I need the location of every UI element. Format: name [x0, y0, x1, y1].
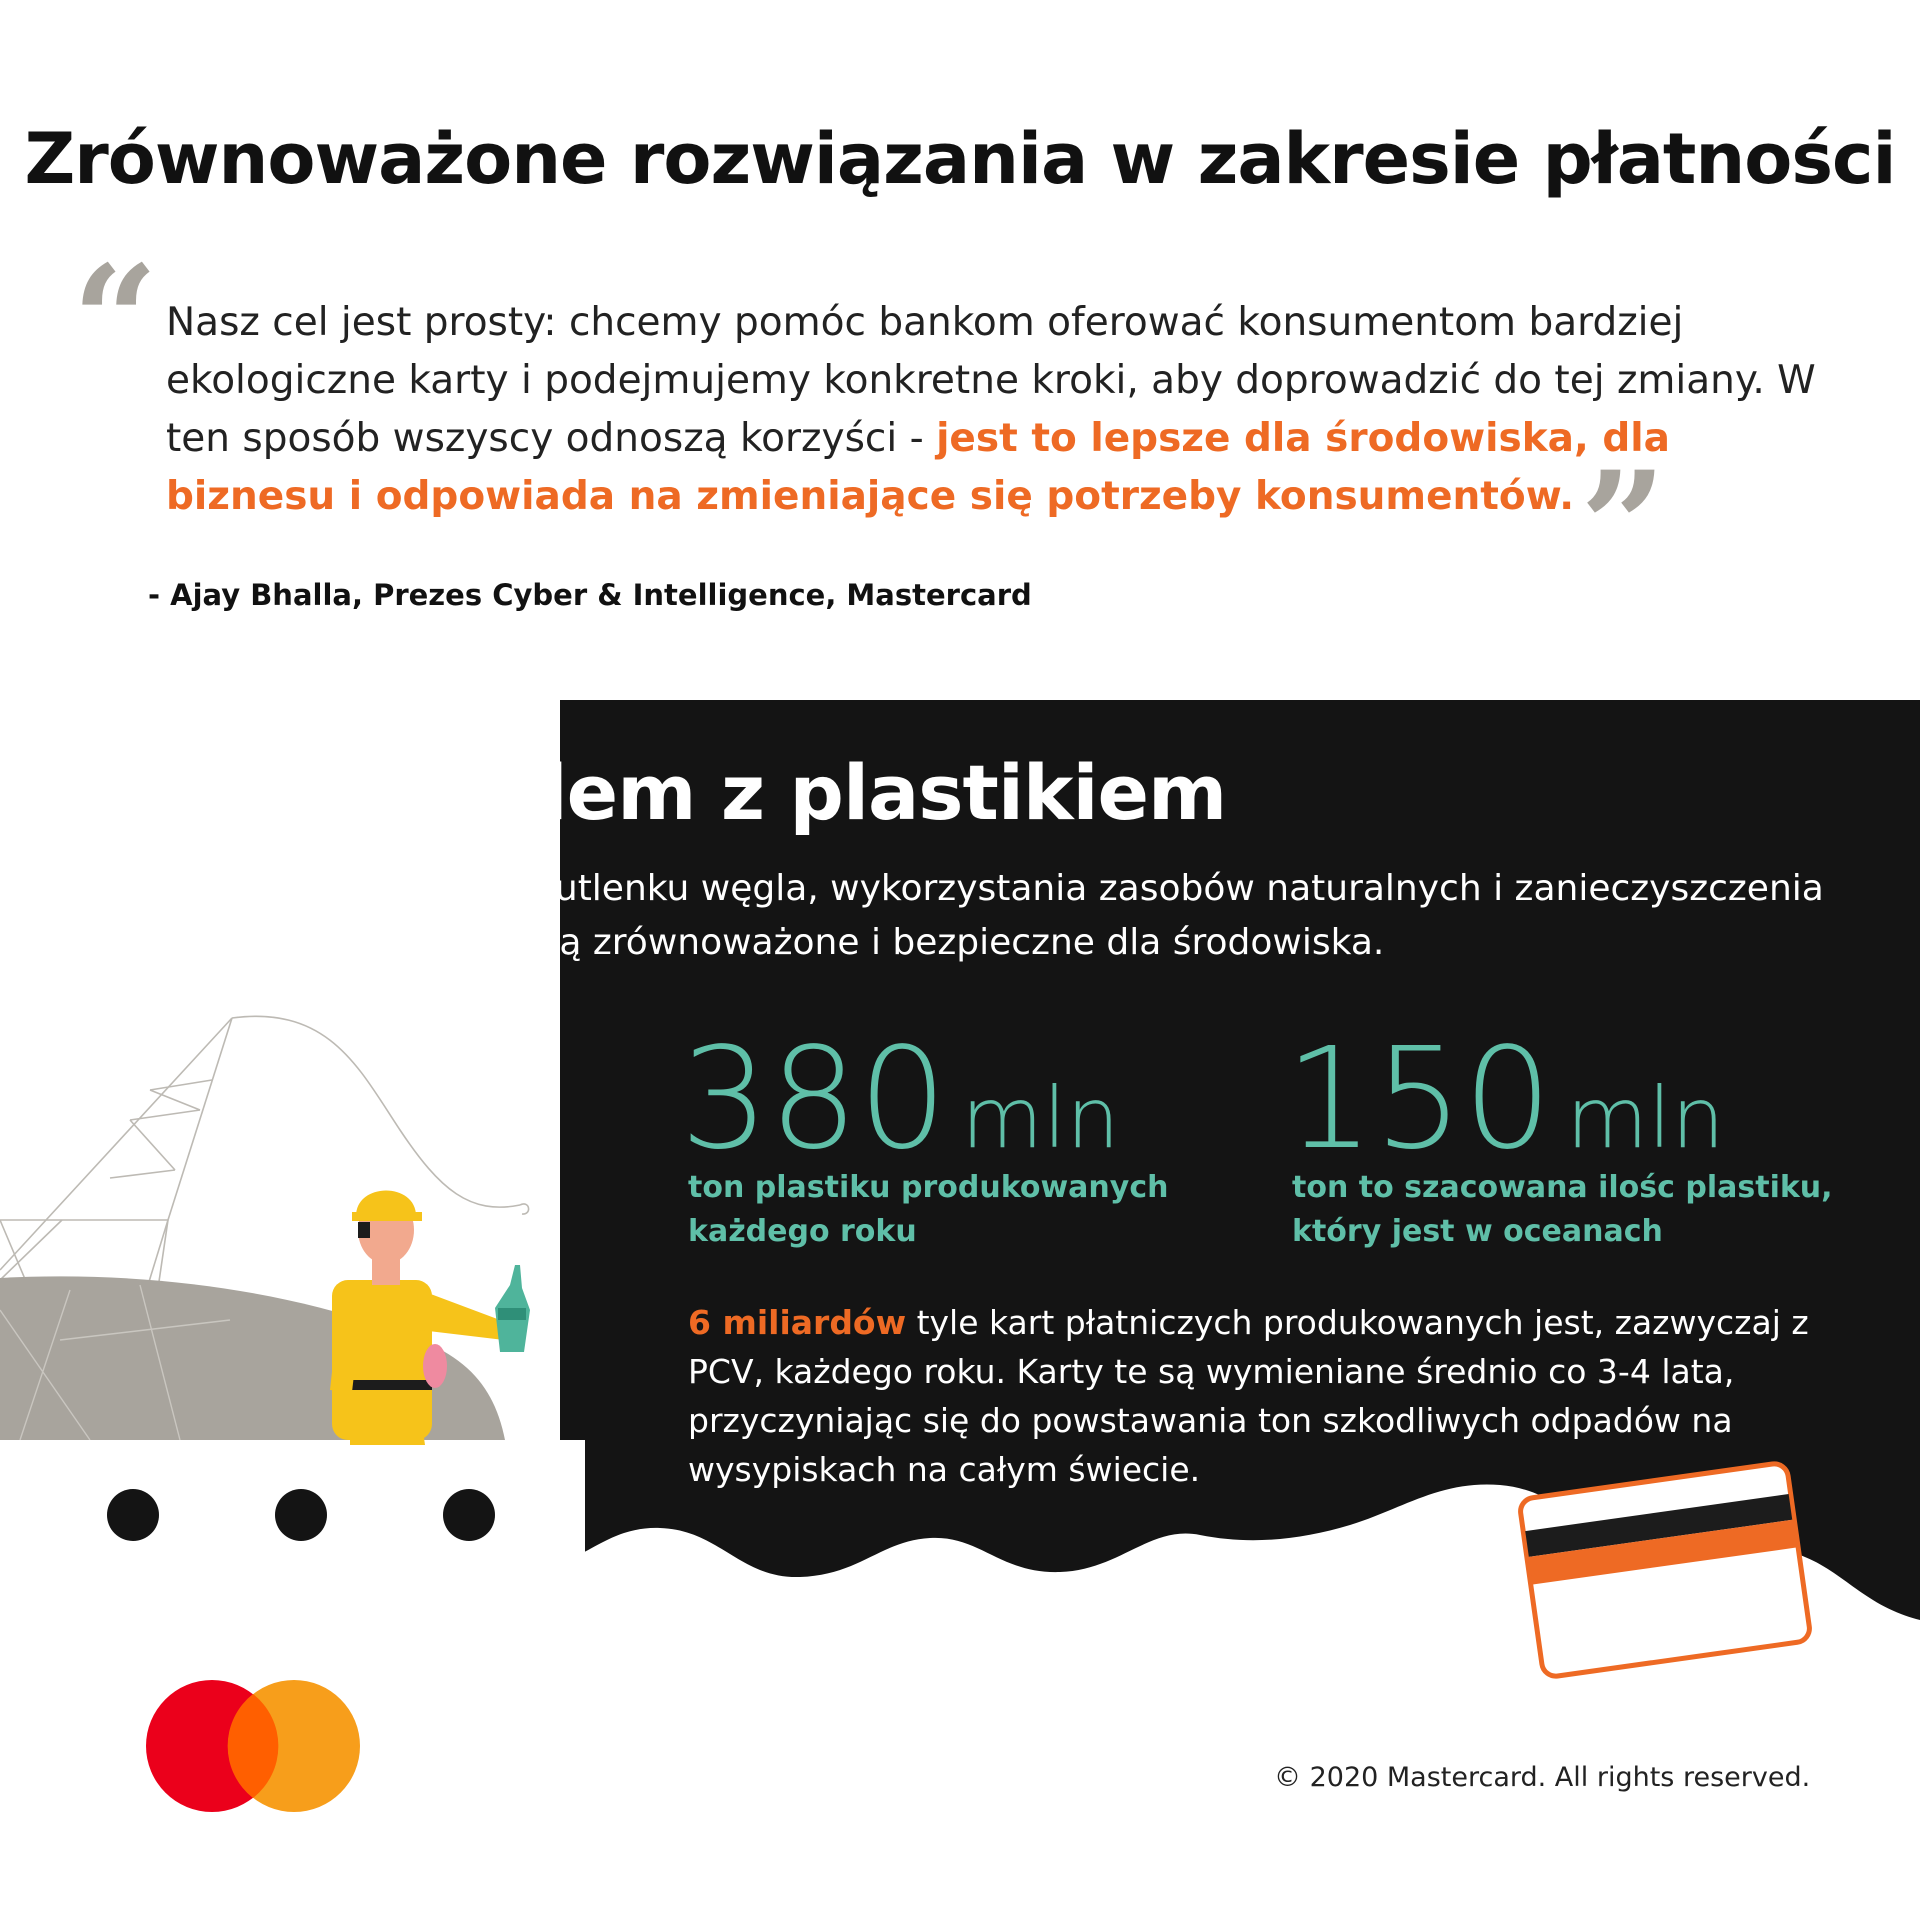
quote-text-highlight: jest to lepsze dla środowiska, dla biznesu i odpowiada na zmieniające się potrzeby konsumentów. [166, 416, 1670, 519]
cards-fact-text: tyle kart płatniczych produkowanych jest, zazwyczaj z PCV, każdego roku. Karty te są wymieniane średnio co 3-4 lata, przyczyniając się do powstawania ton szkodliwych odpadów na wysypiskach na całym świecie. [688, 1303, 1809, 1489]
porthole-2-icon [275, 1489, 327, 1541]
stat-2-label: ton to szacowana ilośc plastiku, który jest w oceanach [1292, 1170, 1833, 1249]
stat-1-number: 380 [680, 1018, 948, 1181]
copyright-text: © 2020 Mastercard. All rights reserved. [1274, 1762, 1811, 1793]
section-description: Obecne poziomy emisji dwutlenku węgla, wykorzystania zasobów naturalnych i zanieczyszczenia przekraczają limity, które są zrównoważone i bezpieczne dla środowiska. [72, 868, 1824, 963]
quote-author: - Ajay Bhalla, Prezes Cyber & Intelligence, Mastercard [148, 578, 1032, 612]
quote-text [166, 294, 1826, 526]
cards-fact-highlight: 6 miliardów [688, 1303, 907, 1342]
stat-1-label: ton plastiku produkowanych każdego roku [688, 1170, 1169, 1249]
worker-illustration [330, 1191, 530, 1446]
close-quote-icon: ” [1580, 439, 1667, 615]
stat-1-value [680, 1018, 1120, 1188]
payment-card-icon [1500, 1440, 1830, 1700]
porthole-1-icon [107, 1489, 159, 1541]
quote-text-plain: Nasz cel jest prosty: chcemy pomóc bankom oferować konsumentom bardziej ekologiczne karty i podejmujemy konkretne kroki, aby doprowadzić do tej zmiany. W ten sposób wszyscy odnoszą korzyści - [166, 300, 1816, 461]
stat-2-value [1285, 1018, 1725, 1188]
stat-1-unit: mln [961, 1069, 1120, 1167]
porthole-3-icon [443, 1489, 495, 1541]
open-quote-icon: “ [72, 233, 159, 409]
stat-2-number: 150 [1285, 1018, 1553, 1181]
mastercard-logo-icon [140, 1678, 370, 1818]
stat-2-unit: mln [1566, 1069, 1725, 1167]
page-title: Zrównoważone rozwiązania w zakresie płatności [24, 118, 1896, 200]
section-title: Mamy problem z plastikiem [70, 748, 1227, 837]
